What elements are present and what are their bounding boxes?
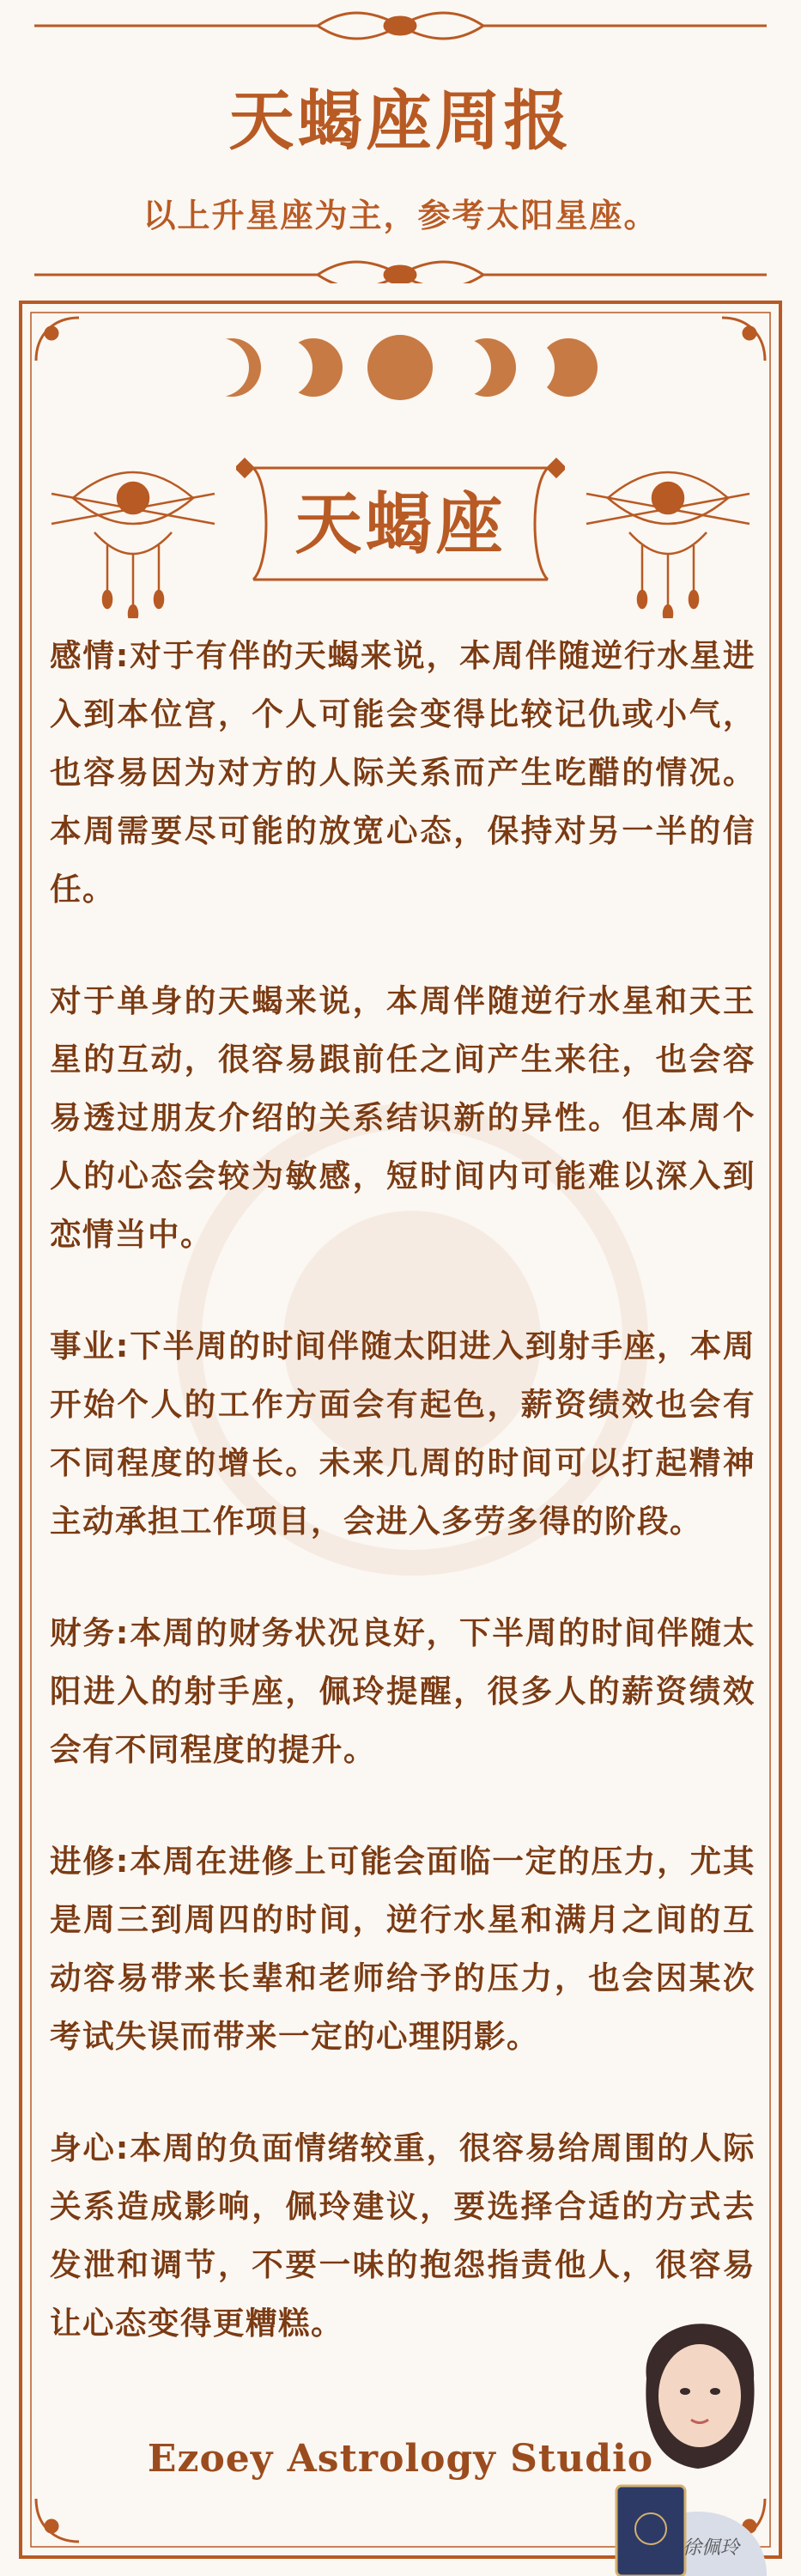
astrologer-avatar — [595, 2275, 801, 2576]
moon-full-icon — [367, 335, 433, 400]
moon-phases — [0, 0, 801, 447]
page-title: 天蝎座周报 — [228, 82, 573, 159]
forecast-content — [50, 627, 755, 2406]
moon-waxing-crescent-icon — [203, 338, 261, 397]
forecast-finance: 财务:本周的财务状况良好，下半周的时间伴随太阳进入的射手座，佩玲提醒，很多人的薪资绩效会有不同程度的提升。 — [50, 1614, 755, 1768]
forecast-love-single: 对于单身的天蝎来说，本周伴随逆行水星和天王星的互动，很容易跟前任之间产生来往，也会容易透过朋友介绍的关系结识新的异性。但本周个人的心态会较为敏感，短时间内可能难以深入到恋情当中。 — [50, 982, 755, 1253]
sign-title: 天蝎座 — [294, 485, 507, 563]
moon-waning-crescent-icon — [539, 338, 598, 397]
forecast-love-partnered: 感情:对于有伴的天蝎来说，本周伴随逆行水星进入到本位宫，个人可能会变得比较记仇或小气，也容易因为对方的人际关系而产生吃醋的情况。本周需要尽可能的放宽心态，保持对另一半的信任。 — [50, 637, 755, 908]
forecast-career: 事业:下半周的时间伴随太阳进入到射手座，本周开始个人的工作方面会有起色，薪资绩效也会有不同程度的增长。未来几周的时间可以打起精神主动承担工作项目，会进入多劳多得的阶段。 — [50, 1327, 755, 1540]
page-subtitle: 以上升星座为主，参考太阳星座。 — [143, 197, 658, 234]
forecast-study: 进修:本周在进修上可能会面临一定的压力，尤其是周三到周四的时间，逆行水星和满月之间的互动容易带来长辈和老师给予的压力，也会因某次考试失误而带来一定的心理阴影。 — [50, 1843, 755, 2055]
studio-name: Ezoey Astrology Studio — [147, 2437, 654, 2481]
forecast-wellbeing: 身心:本周的负面情绪较重，很容易给周围的人际关系造成影响，佩玲建议，要选择合适的方式去发泄和调节，不要一味的抱怨指责他人，很容易让心态变得更糟糕。 — [50, 2129, 755, 2342]
moon-waxing-gibbous-icon — [284, 338, 343, 397]
moon-waning-gibbous-icon — [458, 338, 516, 397]
signature: 徐佩玲 — [683, 2537, 740, 2559]
